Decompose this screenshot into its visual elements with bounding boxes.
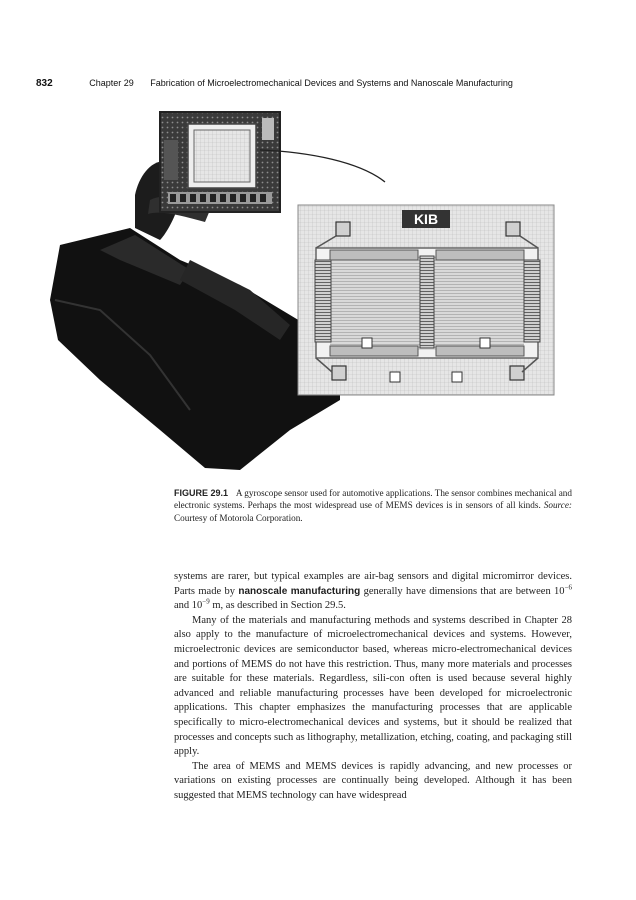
paragraph-1 <box>174 570 572 614</box>
caption-text: A gyroscope sensor used for automotive applications. The sensor combines mechanical and electronic systems. Perhaps the most widespread use of MEMS devices is in sensors of all kinds. <box>174 488 572 511</box>
figure-caption <box>174 487 572 524</box>
exponent-1: −6 <box>564 583 573 592</box>
source-text: Courtesy of Motorola Corporation. <box>174 512 303 523</box>
p1-term: nanoscale manufacturing <box>238 585 361 597</box>
p1-start: systems are rarer, but typical examples are air-bag sensors and digital micromirror devices. Parts made by <box>174 571 572 597</box>
chapter-title: Fabrication of Microelectromechanical Devices and Systems and Nanoscale Manufacturing <box>150 78 513 88</box>
running-header <box>36 78 596 89</box>
circuit-board-photo <box>160 112 280 212</box>
chapter-label: Chapter 29 <box>89 78 134 88</box>
exponent-2: −9 <box>202 597 210 606</box>
paragraph-3: The area of MEMS and MEMS devices is rapidly advancing, and new processes or variations on existing processes are continually being developed. Although it has been suggested that MEMS technology can have widespread <box>174 760 572 801</box>
body-text <box>174 570 572 804</box>
p1-and: and 10 <box>174 600 203 612</box>
micrograph-inset <box>298 205 554 395</box>
chip-label: KIB <box>413 211 439 227</box>
p1-end: m, as described in Section 29.5. <box>212 600 346 612</box>
paragraph-2: Many of the materials and manufacturing methods and systems described in Chapter 28 also apply to the manufacture of microelectromechanical devices and systems. However, microelectronic devices are semiconductor based, whereas micro-electromechanical devices and portions of MEMS do not have this restriction. Thus, many more materials and processes are suitable for these materials. Regardless, sili-con often is used because several highly advanced and reliable manufacturing processes have been developed for microelectronic applications. This chapter emphasizes the manufacturing processes that are applicable specifically to micro-electromechanical devices and systems, but it should be realized that processes and concepts such as lithography, metallization, etching, coating, and packaging still apply. <box>174 614 572 758</box>
page-number: 832 <box>36 78 53 89</box>
figure-image <box>40 110 570 480</box>
figure-label: FIGURE 29.1 <box>174 488 229 498</box>
source-label: Source: <box>543 500 572 511</box>
p1-middle: generally have dimensions that are between 10 <box>363 585 565 597</box>
